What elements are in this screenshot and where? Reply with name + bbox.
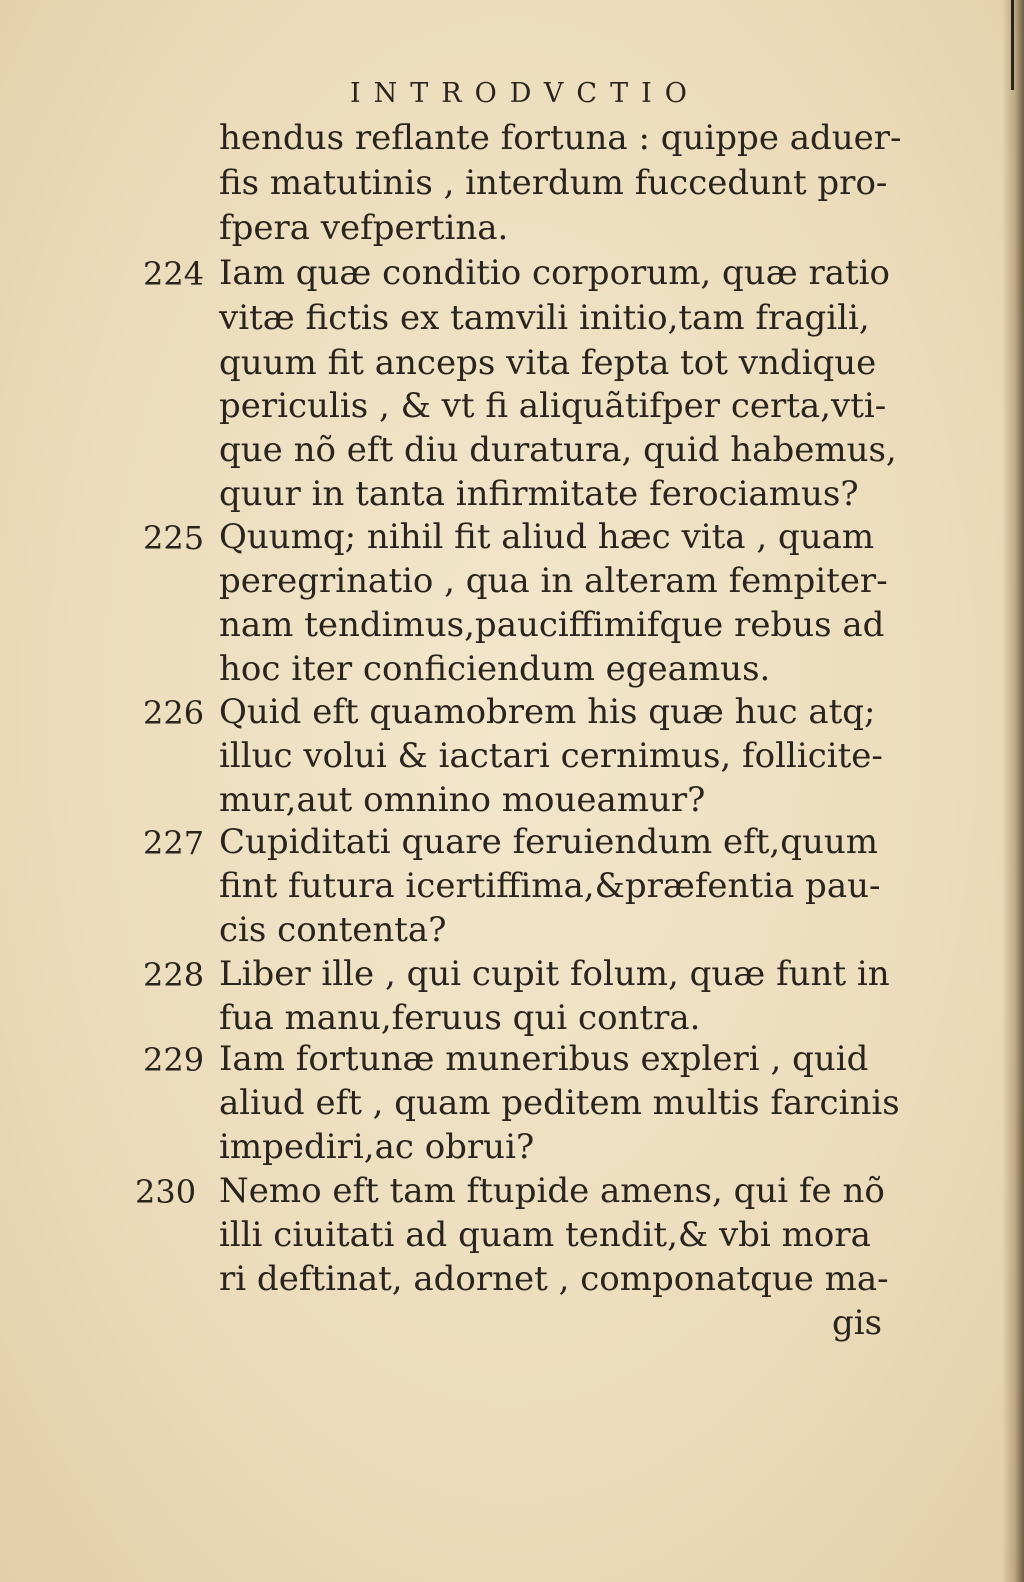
text-line: nam tendimus,pauciffimifque rebus ad <box>219 605 885 645</box>
text-line: Nemo eft tam ftupide amens, qui fe nõ <box>219 1171 885 1211</box>
paragraph-number: 227 <box>143 824 205 862</box>
text-line: quur in tanta infirmitate ferociamus? <box>219 474 859 514</box>
text-line: fint futura icertiffima,&præfentia pau- <box>219 866 881 906</box>
binding-line <box>1011 0 1014 90</box>
text-line: Iam quæ conditio corporum, quæ ratio <box>219 253 891 293</box>
text-line: hoc iter conficiendum egeamus. <box>219 649 771 689</box>
paragraph-number: 228 <box>143 956 205 994</box>
paragraph-number: 226 <box>143 694 205 732</box>
text-line: aliud eft , quam peditem multis farcinis <box>219 1083 900 1123</box>
text-line: que nõ eft diu duratura, quid habemus, <box>219 430 897 470</box>
text-line: impediri,ac obrui? <box>219 1127 535 1167</box>
paragraph-number: 225 <box>143 519 205 557</box>
text-line: fpera vefpertina. <box>219 208 509 248</box>
text-line: Cupiditati quare feruiendum eft,quum <box>219 822 879 862</box>
text-line: quum fit anceps vita fepta tot vndique <box>219 343 877 383</box>
text-line: periculis , & vt fi aliquãtifper certa,vti- <box>219 386 887 426</box>
text-line: cis contenta? <box>219 910 447 950</box>
text-line: Quid eft quamobrem his quæ huc atq; <box>219 692 876 732</box>
catchword: gis <box>832 1303 883 1343</box>
paragraph-number: 224 <box>143 255 205 293</box>
text-line: peregrinatio , qua in alteram fempiter- <box>219 561 888 601</box>
text-line: vitæ fictis ex tamvili initio,tam fragili, <box>219 298 870 338</box>
text-line: Iam fortunæ muneribus expleri , quid <box>219 1039 869 1079</box>
page-edge-shadow <box>1002 0 1024 1582</box>
text-line: Liber ille , qui cupit folum, quæ funt in <box>219 954 890 994</box>
paragraph-number: 229 <box>143 1041 205 1079</box>
text-line: ri deftinat, adornet , componatque ma- <box>219 1259 889 1299</box>
text-line: illi ciuitati ad quam tendit,& vbi mora <box>219 1215 871 1255</box>
text-line: fua manu,feruus qui contra. <box>219 998 701 1038</box>
text-line: mur,aut omnino moueamur? <box>219 780 706 820</box>
text-line: Quumq; nihil fit aliud hæc vita , quam <box>219 517 875 557</box>
text-line: illuc volui & iactari cernimus, follicite- <box>219 736 883 776</box>
text-line: hendus reflante fortuna : quippe aduer- <box>219 118 902 158</box>
text-line: fis matutinis , interdum fuccedunt pro- <box>219 163 888 203</box>
running-header: INTRODVCTIO <box>350 78 700 109</box>
paragraph-number: 230 <box>135 1173 197 1211</box>
